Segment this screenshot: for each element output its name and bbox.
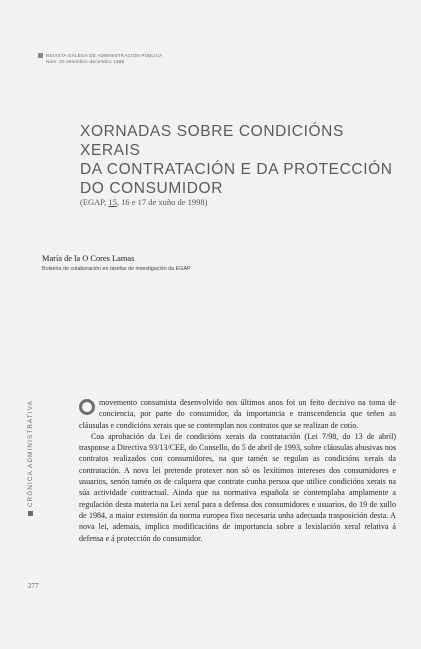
journal-header xyxy=(38,53,162,64)
square-bullet-icon xyxy=(28,511,33,516)
article-body xyxy=(79,397,396,544)
journal-name: REVISTA GALEGA DE ADMINISTRACIÓN PÚBLICA xyxy=(46,53,163,58)
page-number: 277 xyxy=(28,582,39,590)
paragraph: Coa aprobación da Lei de condicións xerais da contratación (Lei 7/98, do 13 de abril) trasponse a Directiva 93/13/CEE, do Consello, do 5 de abril de 1993, sobre cláusulas abusivas nos contratos realizados con consumidores, na que tamén se regulan as condicións xerais da contratación. A nova lei pretende protexer non só os lexítimos intereses dos consumidores e usuarios, senón tamén os de calquera que contrate cunha persoa que utilice condicións xerais na súa actividade contractual. Ainda que na normativa española se contemplaba amplamente a regulación desta materia na Lei xeral para a defensa dos consumidores e usuarios, do 19 de xullo de 1984, a maior extensión da norma europea fixo necesaria unha adecuada trasposición desta. A nova lei, ademais, implica modificacións de importancia sobre a lexislación xeral relativa á defensa e á protección do consumidor. xyxy=(79,431,396,543)
author-affiliation: Bolseira de colaboración en tarefas de investigación da EGAP xyxy=(42,266,191,272)
title-line: DO CONSUMIDOR xyxy=(80,180,223,197)
article-title xyxy=(80,122,400,198)
title-line: DA CONTRATACIÓN E DA PROTECCIÓN xyxy=(80,161,393,178)
journal-issue: Núm. 20 setembro–decembro 1998 xyxy=(46,58,125,64)
section-label: CRÓNICA ADMINISTRATIVA xyxy=(27,400,34,516)
title-line: XORNADAS SOBRE CONDICIÓNS XERAIS xyxy=(80,123,344,159)
event-dates: (EGAP, 15, 16 e 17 de xuño de 1998) xyxy=(80,197,208,207)
square-bullet-icon xyxy=(38,53,43,58)
drop-cap-o-icon xyxy=(79,399,95,415)
paragraph: movemento consumista desenvolvido nos últimos anos foi un feito decisivo na toma de conciencia, por parte do consumidor, da importancia e transcendencia que teñen as cláusulas e condicións xerais que se contemplan nos contratos que se realizan de cotío. xyxy=(79,398,396,430)
author-name: María de la O Cores Lamas xyxy=(42,254,135,263)
